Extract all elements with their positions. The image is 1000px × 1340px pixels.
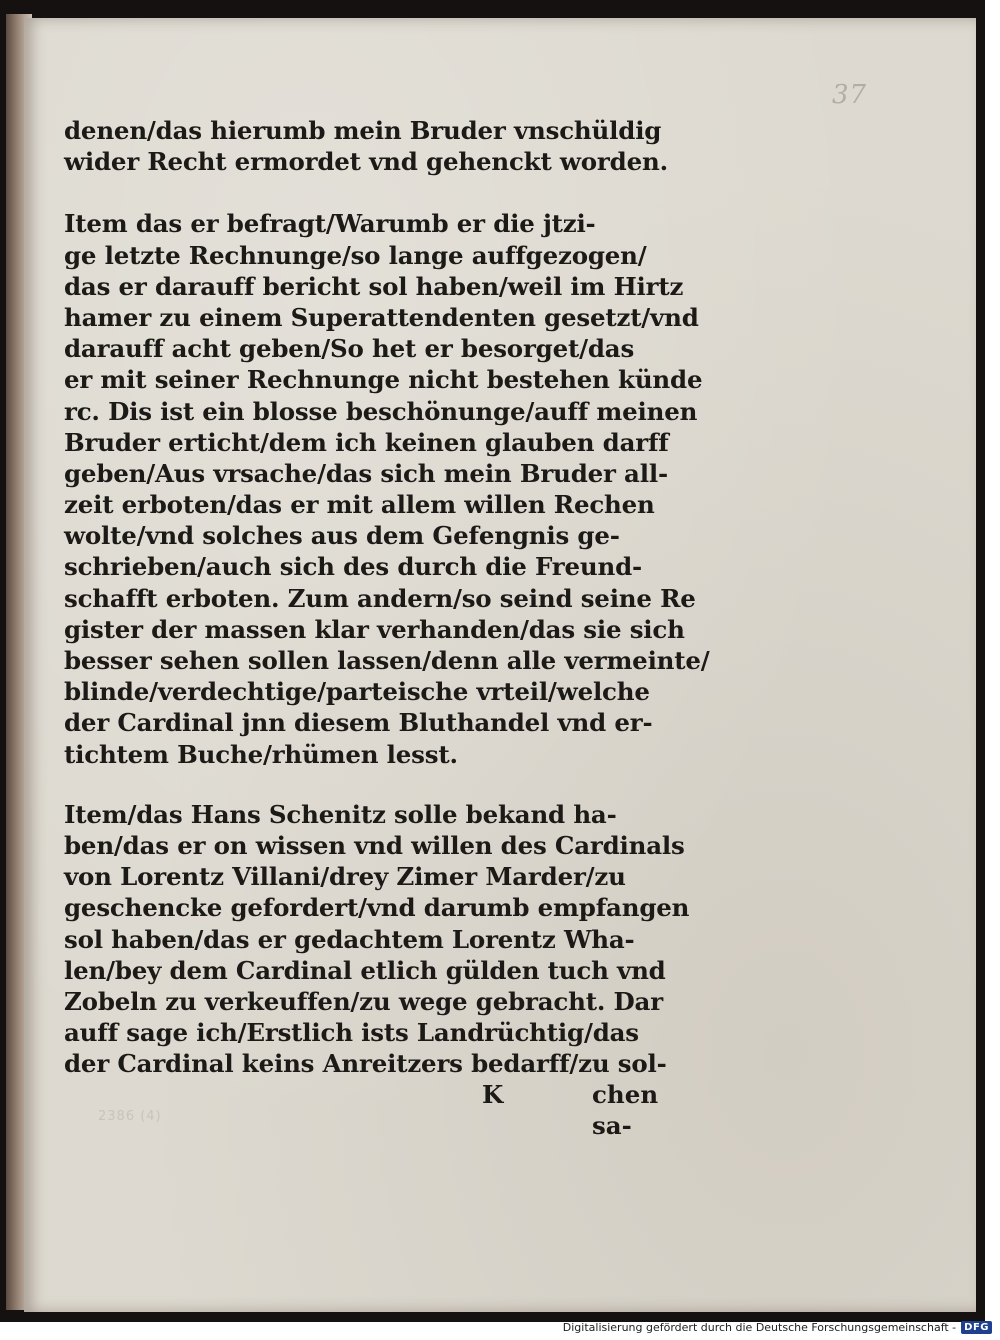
text-line: tichtem Buche/rhümen lesst. [64, 739, 458, 769]
text-line: Zobeln zu verkeuffen/zu wege gebracht. Dar [64, 986, 663, 1016]
text-line: ben/das er on wissen vnd willen des Cardinals [64, 830, 685, 860]
text-line: wolte/vnd solches aus dem Gefengnis ge- [64, 521, 620, 551]
text-line: er mit seiner Rechnunge nicht bestehen künde [64, 365, 703, 395]
footer-credit [563, 1321, 992, 1334]
library-stamp: 2386 (4) [98, 1109, 162, 1124]
text-line: Item/das Hans Schenitz solle bekand ha- [64, 799, 617, 829]
text-line: hamer zu einem Superattendenten gesetzt/vnd [64, 302, 699, 332]
text-line: von Lorentz Villani/drey Zimer Marder/zu [64, 862, 626, 892]
text-line: besser sehen sollen lassen/denn alle vermeinte/ [64, 646, 710, 675]
book-page [24, 18, 976, 1312]
text-line: schrieben/auch sich des durch die Freund- [64, 552, 643, 582]
footer-text: Digitalisierung gefördert durch die Deutsche Forschungsgemeinschaft - [562, 1321, 957, 1334]
text-line: sol haben/das er gedachtem Lorentz Wha- [64, 924, 635, 954]
text-line: auff sage ich/Erstlich ists Landrüchtig/das [64, 1018, 639, 1048]
text-line: Bruder erticht/dem ich keinen glauben darff [64, 427, 669, 457]
text-line: geschencke gefordert/vnd darumb empfangen [64, 893, 690, 923]
text-line: der Cardinal jnn diesem Bluthandel vnd er- [64, 708, 653, 738]
text-line: rc. Dis ist ein blosse beschönunge/auff meinen [64, 396, 698, 426]
text-line: geben/Aus vrsache/das sich mein Bruder all- [64, 458, 668, 488]
dfg-logo-icon: DFG [961, 1321, 992, 1334]
paragraph-1 [64, 115, 704, 177]
text-line: das er darauff bericht sol haben/weil im Hirtz [64, 271, 684, 301]
text-line: Item das er befragt/Warumb er die jtzi- [64, 209, 596, 239]
text-line: gister der massen klar verhanden/das sie sich [64, 614, 685, 644]
text-line: wider Recht ermordet vnd gehenckt worden. [64, 147, 668, 177]
folio-number: 37 [832, 80, 868, 110]
paragraph-3 [64, 799, 704, 1080]
text-line: zeit erboten/das er mit allem willen Rechen [64, 490, 655, 520]
text-line: der Cardinal keins Anreitzers bedarff/zu sol- [64, 1049, 667, 1079]
text-line: ge letzte Rechnunge/so lange auffgezogen/ [64, 240, 647, 270]
text-line: len/bey dem Cardinal etlich gülden tuch vnd [64, 955, 666, 985]
text-line: darauff acht geben/So het er besorget/das [64, 334, 635, 364]
paragraph-2 [64, 208, 710, 769]
catchword: chen sa- [592, 1080, 659, 1141]
signature-mark: K [482, 1080, 504, 1110]
text-line: schafft erboten. Zum andern/so seind seine Re [64, 583, 696, 613]
text-line: blinde/verdechtige/parteische vrteil/welche [64, 677, 650, 707]
text-line: denen/das hierumb mein Bruder vnschüldig [64, 116, 662, 145]
